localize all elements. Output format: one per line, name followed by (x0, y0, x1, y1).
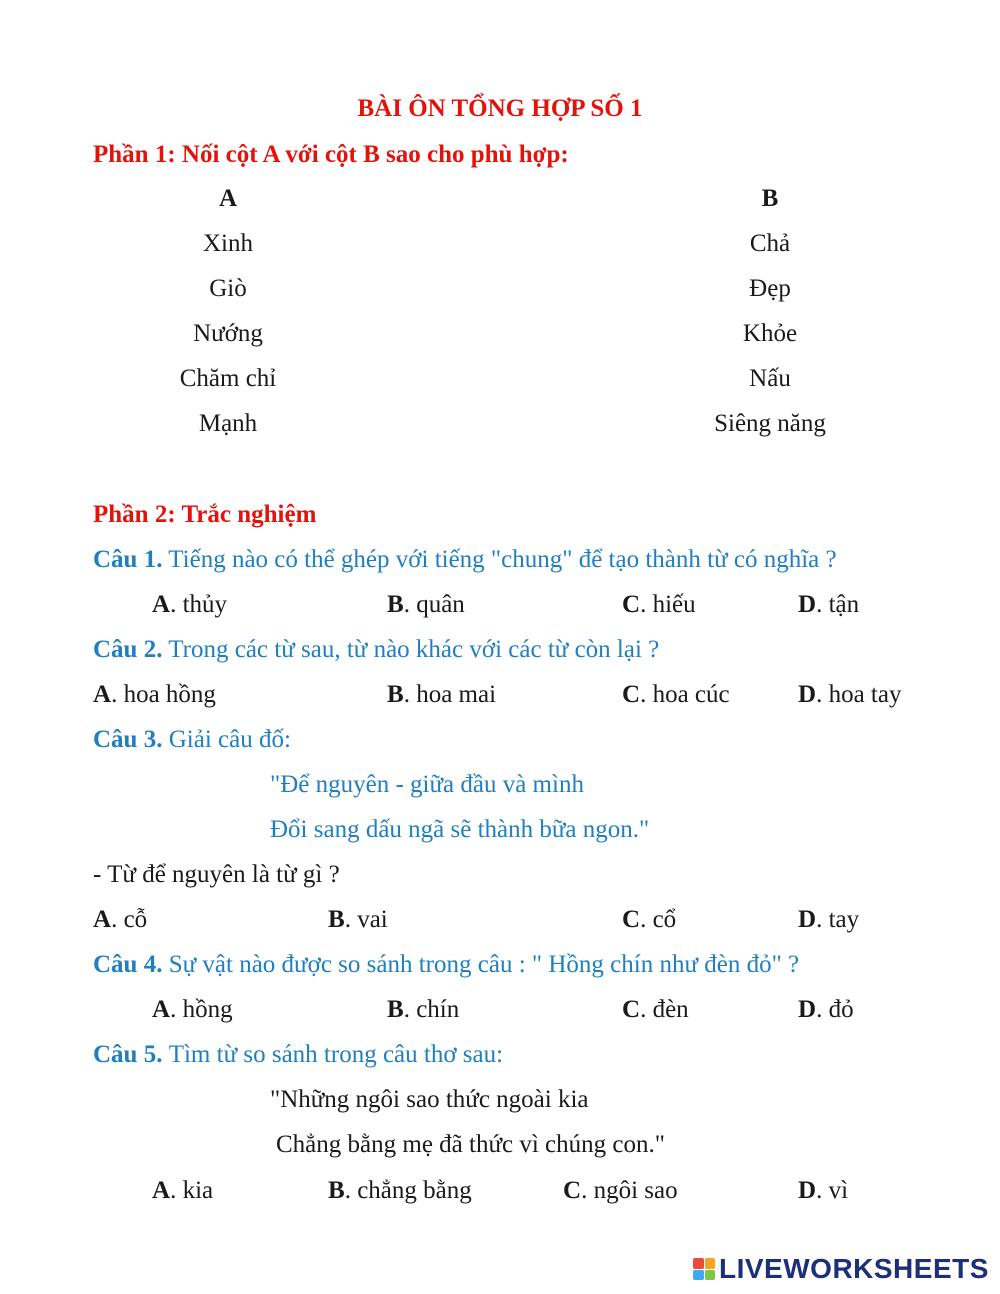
question-number: Câu 1. (93, 546, 163, 573)
option-letter: B (387, 591, 404, 618)
option-text: . thủy (170, 591, 228, 618)
question-text: Trong các từ sau, từ nào khác với các từ còn lại ? (162, 636, 660, 663)
option-text: . ngôi sao (581, 1177, 678, 1204)
option-letter: A (152, 1177, 171, 1204)
logo-mark-icon (693, 1258, 715, 1280)
riddle-line: "Để nguyên - giữa đầu và mình (270, 771, 584, 798)
option-text: . cỗ (111, 906, 148, 933)
option-d[interactable] (798, 682, 901, 707)
option-d[interactable] (798, 592, 859, 617)
option-letter: B (328, 906, 345, 933)
question-3 (93, 727, 291, 752)
option-d[interactable] (798, 1178, 848, 1203)
column-a-item[interactable]: Giò (209, 275, 247, 302)
column-a-item[interactable]: Nướng (193, 320, 263, 347)
column-b-item[interactable]: Khỏe (742, 320, 798, 347)
option-text: . hoa hồng (111, 681, 216, 708)
option-letter: A (152, 591, 171, 618)
part1-heading: Phần 1: Nối cột A với cột B sao cho phù hợp: (93, 141, 569, 168)
column-b-item[interactable]: Siêng năng (714, 410, 826, 437)
column-b-header: B (761, 185, 779, 212)
option-letter: D (798, 681, 817, 708)
option-letter: C (563, 1177, 582, 1204)
option-b[interactable] (328, 907, 388, 932)
option-letter: C (622, 591, 641, 618)
poem-line: Chẳng bằng mẹ đã thức vì chúng con." (276, 1131, 665, 1158)
option-text: . hoa cúc (640, 681, 730, 708)
column-a-item[interactable]: Chăm chỉ (179, 365, 277, 392)
option-c[interactable] (622, 997, 689, 1022)
option-text: . hồng (170, 996, 233, 1023)
option-text: . chẳng bằng (344, 1177, 472, 1204)
option-a[interactable] (152, 1178, 213, 1203)
question-number: Câu 3. (93, 726, 163, 753)
option-letter: A (93, 906, 112, 933)
option-d[interactable] (798, 997, 854, 1022)
option-b[interactable] (387, 592, 465, 617)
option-text: . cổ (640, 906, 677, 933)
option-c[interactable] (563, 1178, 678, 1203)
option-letter: A (93, 681, 112, 708)
column-b-item[interactable]: Nấu (749, 365, 791, 392)
page-title: BÀI ÔN TỔNG HỢP SỐ 1 (357, 95, 643, 122)
option-d[interactable] (798, 907, 859, 932)
option-a[interactable] (93, 682, 216, 707)
question-5 (93, 1042, 503, 1067)
option-b[interactable] (387, 997, 459, 1022)
question-2 (93, 637, 659, 662)
question-text: Tiếng nào có thể ghép với tiếng "chung" để tạo thành từ có nghĩa ? (162, 546, 837, 573)
logo-text: LIVEWORKSHEETS (719, 1253, 989, 1284)
question-number: Câu 4. (93, 951, 163, 978)
column-b-item[interactable]: Đẹp (749, 275, 791, 302)
option-letter: D (798, 996, 817, 1023)
option-text: . hiếu (640, 591, 696, 618)
sub-question: - Từ để nguyên là từ gì ? (93, 861, 340, 888)
option-letter: B (328, 1177, 345, 1204)
option-letter: C (622, 681, 641, 708)
column-a-item[interactable]: Mạnh (198, 410, 258, 437)
question-4 (93, 952, 799, 977)
option-text: . chín (403, 996, 460, 1023)
option-text: . tay (816, 906, 860, 933)
question-number: Câu 2. (93, 636, 163, 663)
column-a-item[interactable]: Xinh (203, 230, 253, 257)
option-text: . tận (816, 591, 860, 618)
option-letter: C (622, 996, 641, 1023)
option-letter: D (798, 906, 817, 933)
option-letter: C (622, 906, 641, 933)
option-text: . quân (403, 591, 465, 618)
option-letter: D (798, 591, 817, 618)
poem-line: "Những ngôi sao thức ngoài kia (270, 1086, 589, 1113)
option-letter: A (152, 996, 171, 1023)
option-a[interactable] (93, 907, 147, 932)
option-b[interactable] (328, 1178, 472, 1203)
option-a[interactable] (152, 997, 233, 1022)
option-text: . đèn (640, 996, 689, 1023)
option-letter: B (387, 681, 404, 708)
question-text: Sự vật nào được so sánh trong câu : " Hồng chín như đèn đỏ" ? (168, 951, 800, 978)
option-text: . đỏ (816, 996, 854, 1023)
column-b-item[interactable]: Chả (749, 230, 791, 257)
option-letter: B (387, 996, 404, 1023)
part2-heading: Phần 2: Trắc nghiệm (93, 501, 317, 528)
question-1 (93, 547, 837, 572)
question-number: Câu 5. (93, 1041, 163, 1068)
option-c[interactable] (622, 592, 696, 617)
option-text: . vai (344, 906, 388, 933)
option-text: . vì (816, 1177, 849, 1204)
option-a[interactable] (152, 592, 227, 617)
question-text: Giải câu đố: (168, 726, 291, 753)
riddle-line: Đổi sang dấu ngã sẽ thành bữa ngon." (270, 816, 650, 843)
option-text: . kia (170, 1177, 214, 1204)
option-c[interactable] (622, 682, 730, 707)
column-a-header: A (218, 185, 238, 212)
option-text: . hoa tay (816, 681, 902, 708)
option-text: . hoa mai (403, 681, 497, 708)
option-letter: D (798, 1177, 817, 1204)
option-c[interactable] (622, 907, 676, 932)
liveworksheets-logo[interactable] (693, 1254, 989, 1284)
question-text: Tìm từ so sánh trong câu thơ sau: (168, 1041, 504, 1068)
option-b[interactable] (387, 682, 496, 707)
